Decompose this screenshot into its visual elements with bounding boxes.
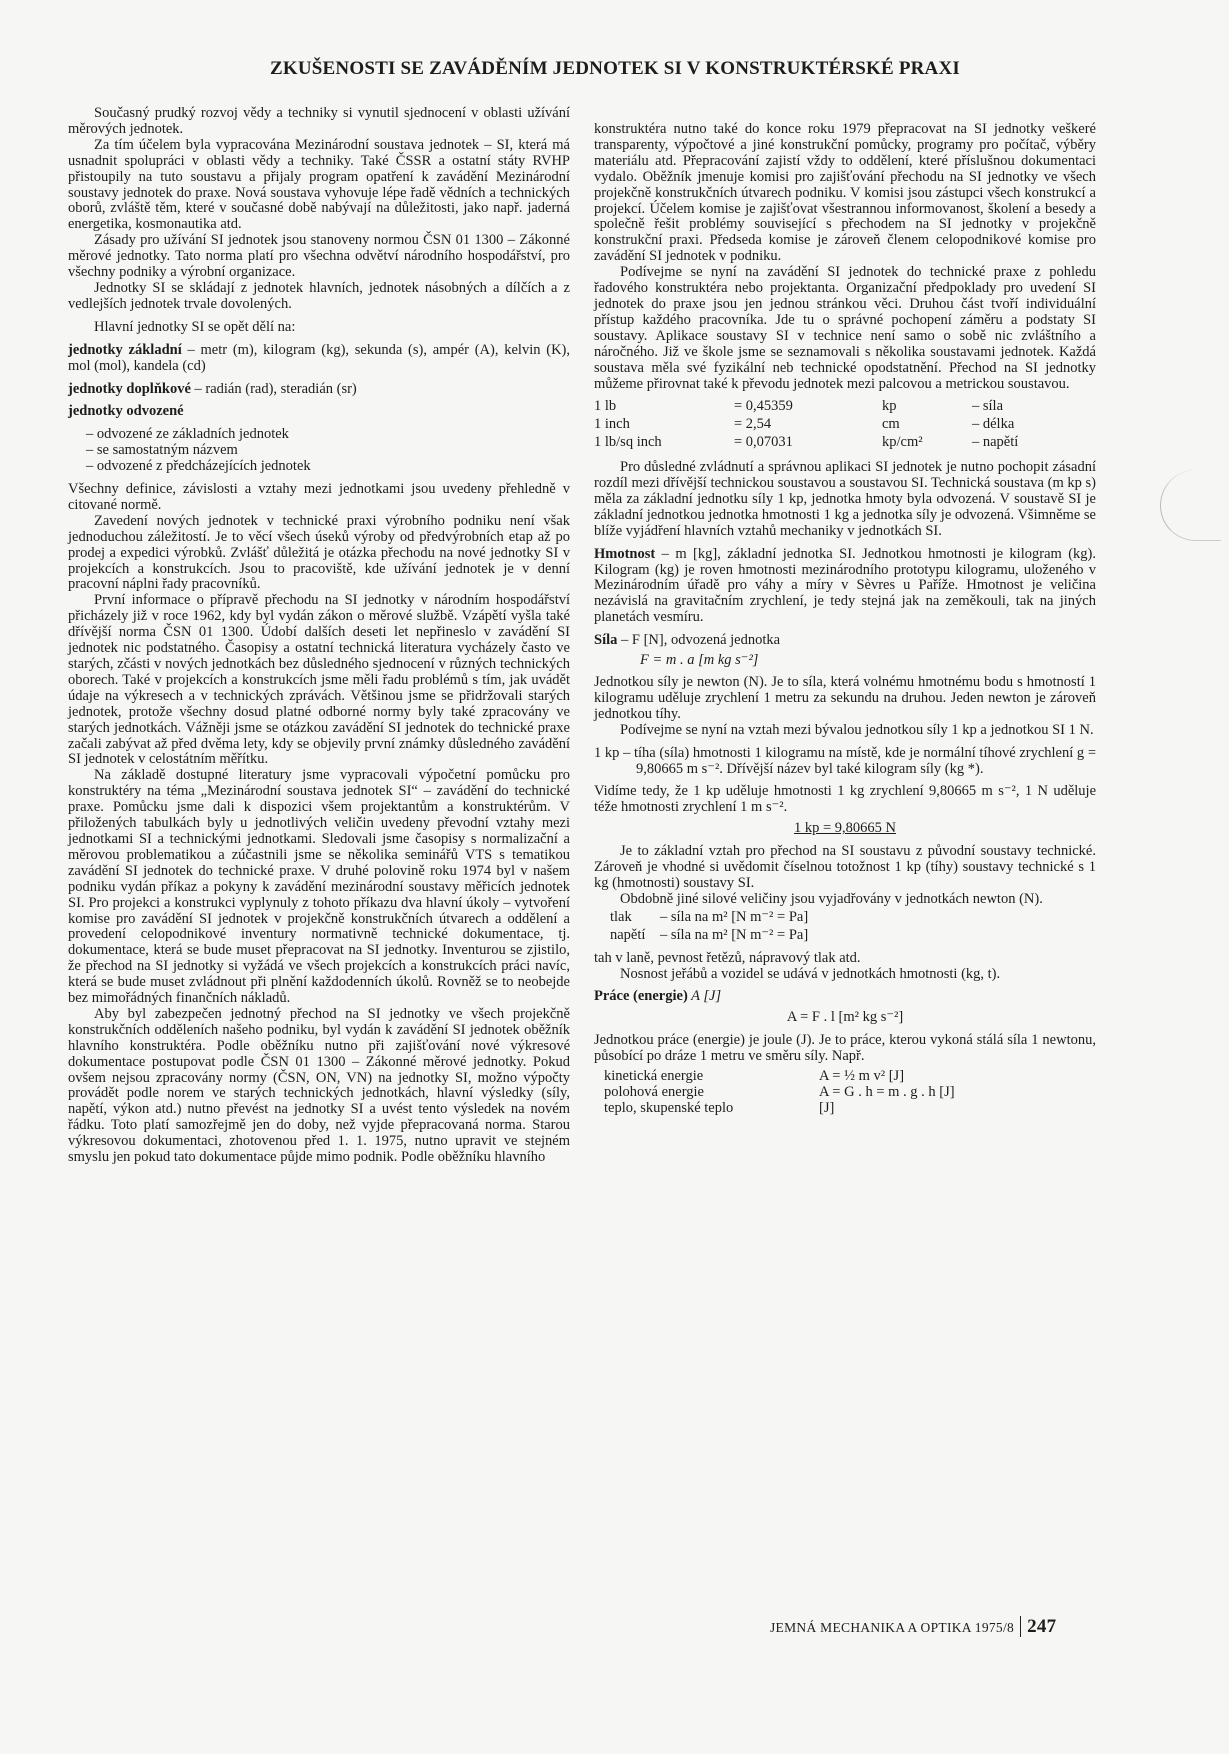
units-supplementary-text: – radián (rad), steradián (sr) [190,380,357,397]
paragraph: Podívejme se nyní na vztah mezi bývalou jednotkou síly 1 kp a jednotkou SI 1 N. [620,721,1094,738]
unit-conversion-table [594,398,1018,452]
paragraph: Pro důsledné zvládnutí a správnou aplikaci SI jednotek je nutno pochopit zásadní rozdíl mezi dřívější technickou soustavou a soustavou SI. Technická soustava (m kp s) měla za základní jednotku síly 1 kp, jednotka hmoty byla odvozená. V soustavě SI je základní jednotkou jednotka hmotnosti 1 kg a jednotka síly je odvozená. Všimněme se blíže vyjádření hlavních vztahů mechaniky v jednotkách SI. [594,459,1096,539]
table-cell: – napětí [972,434,1019,451]
units-supplementary [68,382,570,398]
list-item: – se samostatným názvem [86,442,238,459]
page-title: ZKUŠENOSTI SE ZAVÁDĚNÍM JEDNOTEK SI V KONSTRUKTÉRSKÉ PRAXI [270,58,960,79]
table-cell: 1 lb [594,398,617,415]
table-row [594,416,1018,434]
energy-formula: [J] [819,1099,835,1116]
table-cell: 1 lb/sq inch [594,434,662,451]
paragraph: Aby byl zabezpečen jednotný přechod na SI jednotky ve všech projekčně konstrukčních odděleních našeho podniku, byl vydán k zavádění SI jednotek oběžník hlavního konstruktéra. Podle oběžníku nutno při zajišťování nové výkresové dokumentace postupovat podle ČSN 01 1300 – Zákonné měrové jednotky. Pokud ovšem nejsou zpracovány normy (ČSN, ON, VN) na jednotky SI, možno výpočty provádět podle norem ve starých technických jednotkách, hlavní výsledky (síly, napětí, výkon atd.) nutno převést na jednotky SI a uvést tento výsledek na novém řádku. Toto platí samozřejmě jen do doby, než vyjde přepracovaná norma. Starou výkresovou dokumentaci, zhotovenou před 1. 1. 1975, nutno upravit ve stejném smyslu jen pokud tato dokumentace půjde mimo podnik. Podle oběžníku hlavního [68,1005,570,1166]
units-basic-label: jednotky základní [68,341,182,358]
paragraph [594,989,1096,1005]
units-derived [68,404,570,420]
table-cell: = 2,54 [734,416,772,433]
units-supplementary-label: jednotky doplňkové [68,380,191,397]
mass-label: Hmotnost [594,545,656,562]
list-item [604,1101,1096,1117]
mass-text: – m [kg], základní jednotka SI. Jednotkou hmotnosti je kilogram (kg). Kilogram (kg) je roven hmotnosti mezinárodního prototypu kilogramu, uloženého v Mezinárodním úřadě pro váhy a míry v Sèvres u Paříže. Hmotnost je veličina nezávislá na gravitačním zrychlení, je tedy stejná jak na zeměkouli, tak na jiných planetách vesmíru. [594,545,1096,626]
journal-name: JEMNÁ MECHANIKA A OPTIKA 1975/8 [770,1620,1015,1635]
paragraph: Zásady pro užívání SI jednotek jsou stanoveny normou ČSN 01 1300 – Zákonné měrové jednotky. Tato norma platí pro všechna odvětví národního hospodářství, pro všechny podniky a výrobní organizace. [68,232,570,281]
stress-name: napětí [610,926,646,943]
work-formula: A = F . l [m² kg s⁻²] [786,1009,904,1026]
paragraph: Podívejme se nyní na zavádění SI jednotek do technické praxe z pohledu řadového konstruktéra nebo projektanta. Organizační předpoklady pro uvedení SI jednotek do praxe jsou jen jednou stránkou věci. Druhou část tvoří individuální přístup každého pracovníka. Jde tu o správné pochopení záměru a podstaty SI soustavy. Aplikace soustavy SI v technice není samo o sobě nic zvláštního a náročného. Již ve škole jsme se seznamovali s několika soustavami jednotek. Každá soustava měla své fyzikální neb technické opodstatnění. Přechod na SI jednotky můžeme přirovnat také k převodu jednotek mezi palcovou a metrickou soustavou. [594,264,1096,392]
table-row [594,398,1018,416]
paragraph: Jednotkou síly je newton (N). Je to síla, která volnému hmotnému bodu s hmotností 1 kilogramu uděluje zrychlení 1 metru za sekundu na druhou. Jeden newton je zároveň jednotkou tíhy. [594,674,1096,722]
stress-line [610,928,1096,944]
table-cell: – délka [972,416,1015,433]
left-column [68,106,570,1166]
paragraph: První informace o přípravě přechodu na SI jednotky v národním hospodářství přicházely již v roce 1962, kdy byl vydán zákon o měrové službě. Vzápětí vyšla také dřívější norma ČSN 01 1300. Údobí dalších deseti let nepřineslo v zavádění SI jednotek nic podstatného. Časopisy a ostatní technická literatura vycházely často ve starých, zčásti v nových jednotkách bez důsledného sjednocení v různých technických oborech. Také v projekcích a konstrukcích jsme měli řadu problémů s tím, jak uvádět údaje na výkresech a v technických zprávách. Většinou jsme se přidržovali starých jednotek, protože všechny dosud platné odborné normy byly také zpracovány ve starých jednotkách. Vážněji jsme se otázkou zavádění SI jednotek do technické praxe začali zabývat až před dvěma lety, kdy se objevily první známky důsledného zavádění SI jednotek v celostátním měřítku. [68,592,570,768]
paragraph [594,547,1096,627]
pressure-def: – síla na m² [N m⁻² = Pa] [660,908,809,925]
kp-equation-text: 1 kp = 9,80665 N [793,820,897,837]
paragraph: Jednotky SI se skládají z jednotek hlavních, jednotek násobných a dílčích a z vedlejších jednotek trvale dovolených. [68,279,570,312]
margin-scan-mark [1160,470,1221,541]
paragraph: Současný prudký rozvoj vědy a techniky si vynutil sjednocení v oblasti užívání měrových jednotek. [68,105,570,137]
kp-equation [594,821,1096,837]
force-label: Síla [594,632,618,649]
table-cell: kp [882,398,897,415]
table-cell: kp/cm² [882,434,923,451]
force-text: – F [N], odvozená jednotka [617,632,781,649]
energy-formula: A = G . h = m . g . h [J] [819,1083,955,1100]
table-cell: = 0,07031 [734,434,793,451]
work-text: A [J] [687,988,722,1005]
units-basic-text: – metr (m), kilogram (kg), sekunda (s), ampér (A), kelvin (K), mol (mol), kandela (cd) [68,341,570,374]
force-formula: F = m . a [m kg s⁻²] [640,652,759,669]
paragraph: konstruktéra nutno také do konce roku 1979 přepracovat na SI jednotky veškeré transparenty, výpočtové a jiné konstrukční pomůcky, programy pro počítač, výběry materiálu atd. Přepracování zajistí vždy to oddělení, které příslušnou dokumentaci vydalo. Oběžník jmenuje komisi pro zajišťování přechodu na SI jednotky ve všech projekčně konstrukčních útvarech podniku. V komisi jsou zástupci všech konstrukcí a projekcí. Účelem komise je zajišťovat všestrannou informovanost, školení a besedy a společně řešit problémy související s přechodem na SI jednotky v projekčně konstrukční praxi. Předseda komise je zároveň členem celopodnikové komise pro zavádění SI jednotek v podniku. [594,121,1096,265]
paragraph: Jednotkou práce (energie) je joule (J). Je to práce, kterou vykoná stálá síla 1 newtonu, působící po dráze 1 metru ve směru síly. Např. [594,1032,1096,1065]
pressure-name: tlak [610,908,632,925]
work-label: Práce (energie) [594,988,688,1005]
paragraph: tah v laně, pevnost řetězů, nápravový tlak atd. [594,949,861,966]
list-item: – odvozené z předcházejících jednotek [86,458,311,475]
paragraph: Všechny definice, závislosti a vztahy mezi jednotkami jsou uvedeny přehledně v citované normě. [68,481,570,513]
energy-list [604,1069,1096,1117]
paragraph: Obdobně jiné silové veličiny jsou vyjadřovány v jednotkách newton (N). [620,890,1043,907]
paragraph: Zavedení nových jednotek v technické praxi výrobního podniku není však jednoduchou záležitostí. Je to věcí všech úseků výroby od předvýrobních etap až po prodej a expedici výrobků. Zvlášť důležitá je otázka přechodu na nové jednotky SI v projekcích a konstrukcích. Jsou to pracoviště, kde užívání jednotek je v denní pracovní náplni řady pracovníků. [68,512,570,593]
table-cell: cm [882,416,900,433]
energy-name: polohová energie [604,1083,704,1100]
pressure-line [610,910,1096,926]
table-cell: = 0,45359 [734,398,793,415]
paragraph: Hlavní jednotky SI se opět dělí na: [94,318,296,335]
stress-def: – síla na m² [N m⁻² = Pa] [660,926,809,943]
units-derived-label: jednotky odvozené [68,403,184,420]
energy-name: teplo, skupenské teplo [604,1099,734,1116]
list-item: – odvozené ze základních jednotek [86,426,289,443]
list-item [604,1085,1096,1101]
paragraph: Je to základní vztah pro přechod na SI soustavu z původní soustavy technické. Zároveň je vhodné si uvědomit číselnou totožnost 1 kp (tíhy) soustavy technické s 1 kg (hmotnosti) soustavy SI. [594,843,1096,891]
paragraph: Nosnost jeřábů a vozidel se udává v jednotkách hmotnosti (kg, t). [620,965,1001,982]
paragraph: Vidíme tedy, že 1 kp uděluje hmotnosti 1 kg zrychlení 9,80665 m s⁻², 1 N uděluje téže hmotnosti zrychlení 1 m s⁻². [594,783,1096,816]
page-footer [770,1616,1100,1638]
right-column [594,122,1096,1117]
list-item [604,1069,1096,1085]
kp-definition: 1 kp – tíha (síla) hmotnosti 1 kilogramu na místě, kde je normální tíhové zrychlení g = 9,80665 m s⁻². Dřívější název byl také kilogram síly (kg *). [594,744,1096,777]
table-row [594,434,1018,452]
paragraph [594,633,1096,649]
paragraph: Za tím účelem byla vypracována Mezinárodní soustava jednotek – SI, která má usnadnit spolupráci v oblasti vědy a techniky. Také ČSSR a ostatní státy RVHP přistoupily na tuto soustavu a přijaly program opatření k zavádění Mezinárodní soustavy jednotek do praxe. Nová soustava vyhovuje lépe řadě vědních a technických oborů, zvláště těm, které v současné době nabývají na důležitosti, jako např. jaderná energetika, kosmonautika atd. [68,136,570,233]
units-basic [68,343,570,375]
page-number: 247 [1020,1616,1056,1637]
energy-formula: A = ½ m v² [J] [819,1068,905,1085]
table-cell: 1 inch [594,416,630,433]
paragraph: Na základě dostupné literatury jsme vypracovali výpočetní pomůcku pro konstruktéry na téma „Mezinárodní soustava jednotek SI“ – zavádění do technické praxe. Pomůcku jsme dali k dispozici všem projektantům a konstruktérům. V přiložených tabulkách byly u jednotlivých veličin uvedeny převodní vztahy mezi jednotkami SI a technickými jednotkami. Sledovali jsme časopisy s normalizační a měrovou problematikou a zúčastnili jsme se několika seminářů VTS s tematikou zavádění SI jednotek do technické praxe. V druhé polovině roku 1974 byl v našem podniku vydán příkaz a pokyny k zavádění mezinárodní soustavy měřicích jednotek SI. Pro projekci a konstrukci vyplynuly z tohoto příkazu dva hlavní úkoly – vytvoření komise pro zavádění SI jednotek v projekčně konstrukčních útvarech a oddělení a provedení celopodnikové inventury normativně technické dokumentace, tj. dokumentace, která se bude muset přepracovat na SI jednotky. Inventurou se zjistilo, že přechod na SI jednotky si vyžádá ve všech projekcích a konstrukcích práci navíc, která se bude muset zvládnout při plnění každodenních úkolů. Rovněž se to neobejde bez mimořádných finančních nákladů. [68,767,570,1007]
table-cell: – síla [972,398,1004,415]
energy-name: kinetická energie [604,1068,704,1085]
